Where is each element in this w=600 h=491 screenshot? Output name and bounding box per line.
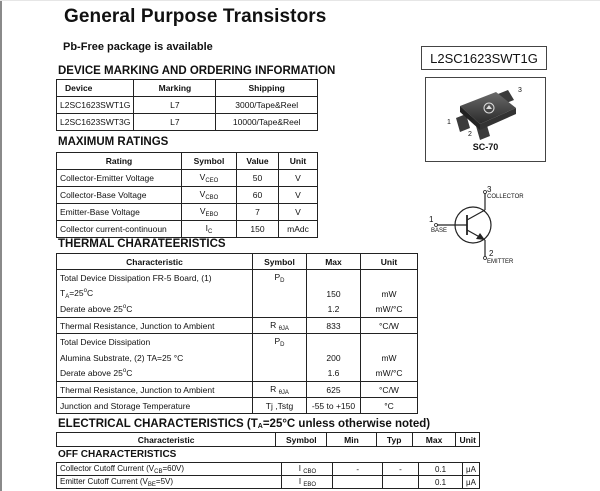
table-row (57, 350, 418, 366)
cell-symbol: R $_{\theta JA}$ (253, 382, 307, 398)
cell-symbol: R $_{\theta JA}$ (253, 318, 307, 334)
table-row (57, 97, 318, 114)
cell-symbol: I $_{CBO}$ (282, 463, 333, 476)
cell-characteristic: Derate above 25$^o$C (57, 366, 253, 382)
col-unit: Unit (361, 254, 418, 270)
cell-max: 200 (307, 350, 361, 366)
package-figure (425, 77, 546, 162)
cell-symbol: $V_{CEO}$ (182, 170, 237, 187)
cell-symbol: $P_D$ (253, 334, 307, 350)
pin-3-label: 3 (518, 87, 522, 94)
cell-characteristic: Emitter Cutoff Current $(V_{BE}=5V)$ (57, 476, 282, 489)
transistor-schematic (425, 183, 535, 268)
cell-symbol: $V_{EBO}$ (182, 204, 237, 221)
col-typ: Typ (376, 433, 412, 447)
cell-typ (382, 476, 418, 489)
table-row (57, 334, 418, 350)
thermal-table (56, 253, 418, 414)
cell-symbol: Tj ,Tstg (253, 398, 307, 414)
emitter-pin-number: 2 (489, 249, 494, 258)
cell-typ: - (382, 463, 418, 476)
cell-unit: μA (463, 463, 480, 476)
off-characteristics-table (56, 462, 480, 489)
cell-rating: Collector-Emitter Voltage (57, 170, 182, 187)
cell-rating: Collector current-continuoun (57, 221, 182, 238)
col-characteristic: Characteristic (57, 254, 253, 270)
cell-max: 625 (307, 382, 361, 398)
collector-label: COLLECTOR (487, 194, 524, 200)
table-row (57, 476, 480, 489)
table-row (57, 302, 418, 318)
col-min: Min (327, 433, 376, 447)
cell-symbol: $V_{CBO}$ (182, 187, 237, 204)
cell-characteristic: Total Device Dissipation (57, 334, 253, 350)
max-ratings-table (56, 152, 318, 238)
cell-unit: V (279, 170, 318, 187)
base-label: BASE (431, 228, 448, 234)
cell-characteristic: Alumina Substrate, (2) TA=25 °C (57, 350, 253, 366)
cell-unit: °C (361, 398, 418, 414)
cell-unit: °C/W (361, 318, 418, 334)
cell-rating: Emitter-Base Voltage (57, 204, 182, 221)
cell-unit: mW (361, 350, 418, 366)
table-row (57, 114, 318, 131)
col-max: Max (412, 433, 456, 447)
cell-symbol: I $_{EBO}$ (282, 476, 333, 489)
cell-characteristic: Thermal Resistance, Junction to Ambient (57, 318, 253, 334)
col-symbol: Symbol (253, 254, 307, 270)
pb-free-note: Pb-Free package is available (63, 41, 213, 53)
cell-unit: μA (463, 476, 480, 489)
cell-value: 60 (237, 187, 279, 204)
cell-shipping: 3000/Tape&Reel (216, 97, 318, 114)
emitter-label: EMITTER (487, 259, 514, 265)
electrical-heading: ELECTRICAL CHARACTERISTICS ($T_A=25^\circ C$ unless otherwise noted) (58, 418, 431, 430)
col-device: Device (57, 80, 134, 97)
cell-marking: L7 (134, 114, 216, 131)
cell-unit: mAdc (279, 221, 318, 238)
part-number-box (421, 46, 547, 70)
cell-unit: V (279, 187, 318, 204)
table-row (57, 286, 418, 302)
cell-symbol: $P_D$ (253, 270, 307, 286)
col-shipping: Shipping (216, 80, 318, 97)
table-row (57, 318, 418, 334)
thermal-heading: THERMAL CHARATEERISTICS (58, 238, 226, 250)
cell-symbol: $I_C$ (182, 221, 237, 238)
cell-shipping: 10000/Tape&Reel (216, 114, 318, 131)
table-row (57, 398, 418, 414)
sc70-package-icon (426, 78, 547, 148)
table-row (57, 270, 418, 286)
table-row (57, 170, 318, 187)
col-value: Value (237, 153, 279, 170)
cell-rating: Collector-Base Voltage (57, 187, 182, 204)
col-symbol: Symbol (182, 153, 237, 170)
table-row (57, 382, 418, 398)
table-row (57, 204, 318, 221)
cell-device: L2SC1623SWT3G (57, 114, 134, 131)
col-max: Max (307, 254, 361, 270)
cell-max: 1.2 (307, 302, 361, 318)
cell-value: 150 (237, 221, 279, 238)
cell-marking: L7 (134, 97, 216, 114)
page-top-edge (0, 0, 600, 1)
col-symbol: Symbol (276, 433, 327, 447)
col-unit: Unit (456, 433, 480, 447)
pin-2-label: 2 (468, 131, 472, 138)
table-row (57, 463, 480, 476)
table-row (57, 187, 318, 204)
cell-max: -55 to +150 (307, 398, 361, 414)
base-pin-number: 1 (429, 215, 434, 224)
cell-unit: mW/°C (361, 366, 418, 382)
cell-unit: °C/W (361, 382, 418, 398)
col-unit: Unit (279, 153, 318, 170)
cell-max: 1.6 (307, 366, 361, 382)
cell-max: 150 (307, 286, 361, 302)
table-header-row (57, 433, 480, 447)
part-number: L2SC1623SWT1G (430, 50, 538, 66)
cell-value: 50 (237, 170, 279, 187)
cell-max: 0.1 (418, 476, 462, 489)
electrical-header-table (56, 432, 480, 447)
max-ratings-heading: MAXIMUM RATINGS (58, 136, 169, 148)
table-row (57, 221, 318, 238)
collector-pin-number: 3 (487, 185, 492, 194)
col-rating: Rating (57, 153, 182, 170)
cell-max: 0.1 (418, 463, 462, 476)
cell-characteristic: $T_A=25^oC$ (57, 286, 253, 302)
table-header-row (57, 80, 318, 97)
page-left-edge (0, 0, 2, 491)
cell-unit: mW (361, 286, 418, 302)
marking-table (56, 79, 318, 131)
col-characteristic: Characteristic (57, 433, 276, 447)
off-characteristics-heading: OFF CHARACTERISTICS (58, 449, 177, 460)
table-row (57, 366, 418, 382)
cell-characteristic: Derate above 25$^o$C (57, 302, 253, 318)
cell-characteristic: Total Device Dissipation FR-5 Board, (1) (57, 270, 253, 286)
cell-characteristic: Thermal Resistance, Junction to Ambient (57, 382, 253, 398)
cell-characteristic: Junction and Storage Temperature (57, 398, 253, 414)
table-header-row (57, 254, 418, 270)
cell-min: - (333, 463, 383, 476)
col-marking: Marking (134, 80, 216, 97)
table-header-row (57, 153, 318, 170)
cell-value: 7 (237, 204, 279, 221)
cell-unit: V (279, 204, 318, 221)
package-name: SC-70 (472, 142, 499, 152)
marking-section-heading: DEVICE MARKING AND ORDERING INFORMATION (58, 65, 336, 77)
cell-unit: mW/°C (361, 302, 418, 318)
pin-1-label: 1 (447, 119, 451, 126)
cell-max: 833 (307, 318, 361, 334)
cell-characteristic: Collector Cutoff Current $(V_{CB}=60V)$ (57, 463, 282, 476)
cell-device: L2SC1623SWT1G (57, 97, 134, 114)
page-title: General Purpose Transistors (64, 6, 327, 27)
cell-min (333, 476, 383, 489)
